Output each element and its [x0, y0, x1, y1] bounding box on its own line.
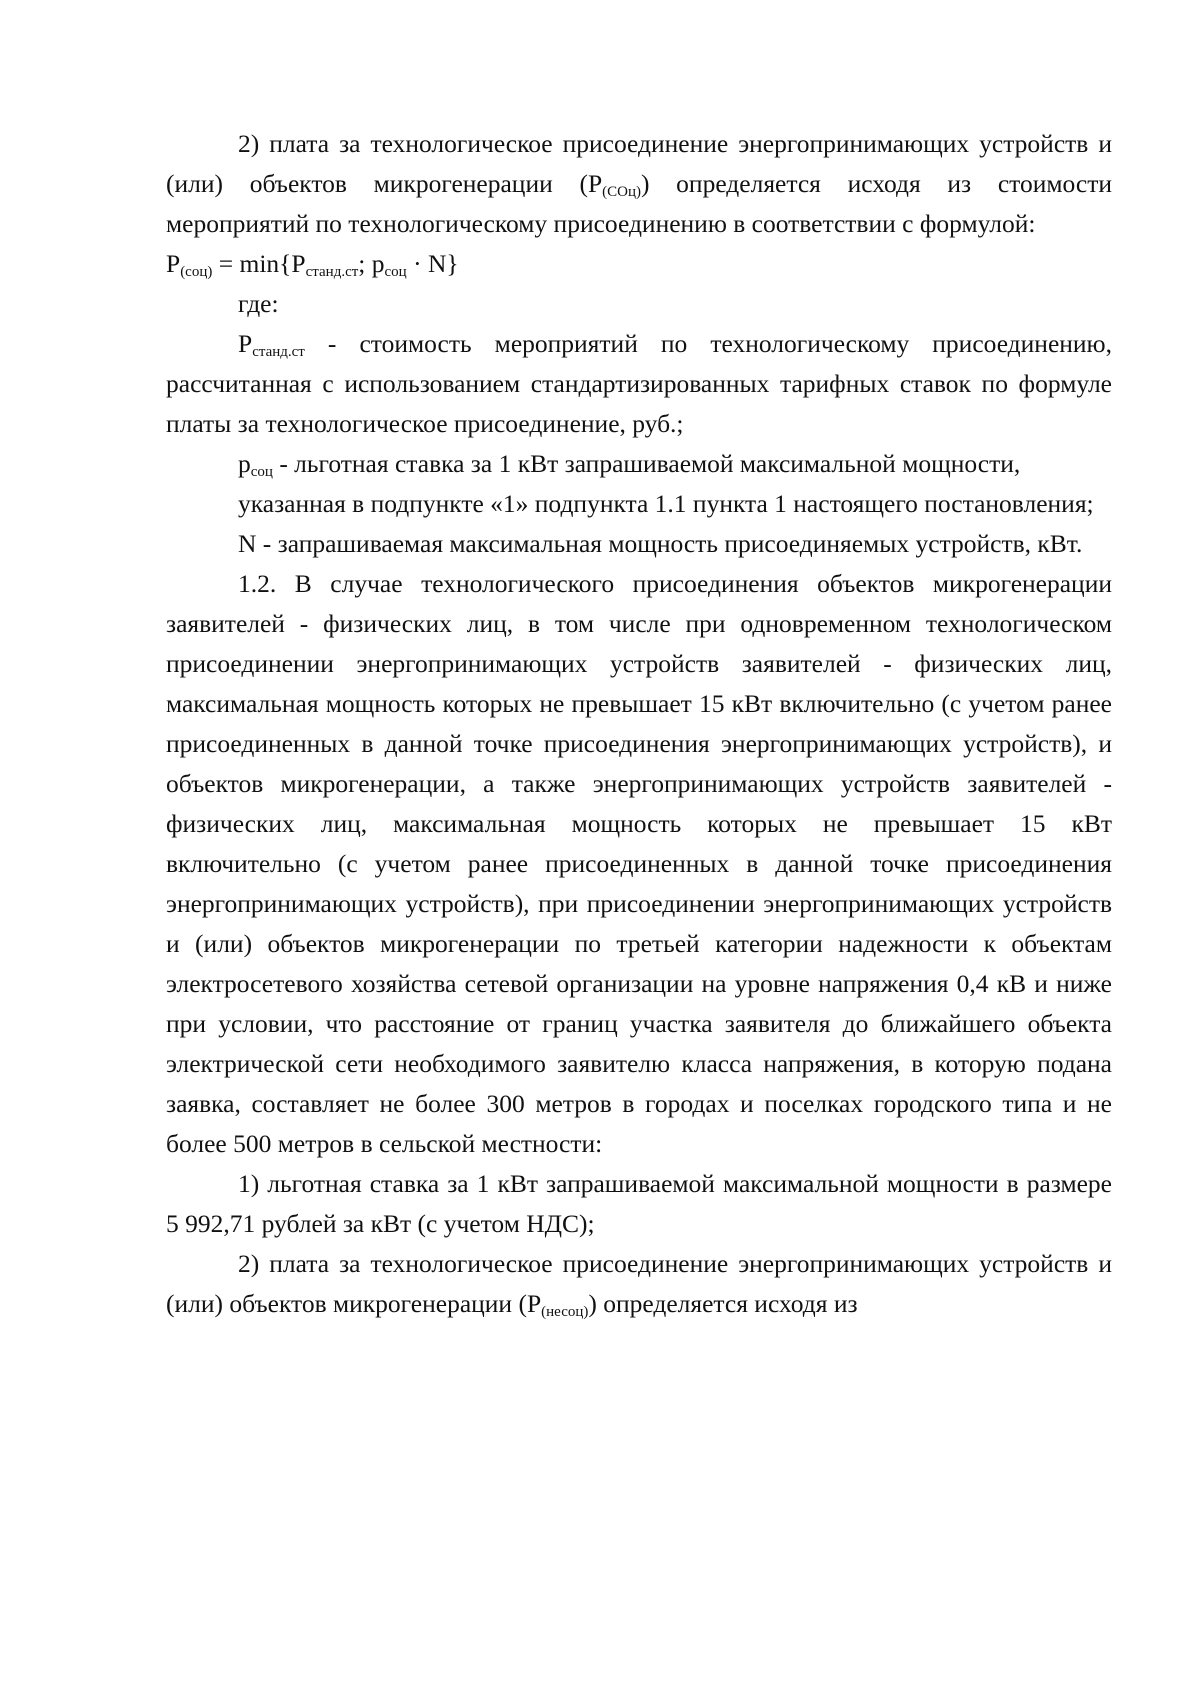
formula-part: · N} — [406, 249, 459, 278]
definition-n: N - запрашиваемая максимальная мощность присоединяемых устройств, кВт. — [238, 529, 1083, 558]
where-label: где: — [238, 289, 279, 318]
subscript: (соц) — [180, 264, 213, 280]
text-fragment: ) определяется исходя из — [588, 1289, 858, 1318]
text-fragment: 2) плата за технологическое присоединение энергопринимающих устройств и (или) объектов микрогенерации (P — [166, 129, 1112, 198]
text-fragment: ) определяется исходя из стоимости мероприятий по технологическому присоединению в соответствии с формулой: — [166, 169, 1112, 238]
document-body — [166, 124, 1112, 1324]
symbol: p — [238, 449, 251, 478]
subscript: станд.ст — [305, 264, 359, 280]
formula — [166, 244, 1112, 284]
item-1: 1) льготная ставка за 1 кВт запрашиваемой максимальной мощности в размере 5 992,71 рублей за кВт (с учетом НДС); — [166, 1169, 1112, 1238]
definition-p-soc — [166, 444, 1112, 484]
text-fragment: 2) плата за технологическое присоединение энергопринимающих устройств и (или) объектов микрогенерации (P — [166, 1249, 1112, 1318]
formula-symbol: P — [166, 249, 181, 278]
text-fragment: - стоимость мероприятий по технологическому присоединению, рассчитанная с использованием стандартизированных тарифных ставок по формуле платы за технологическое присоединение, руб.; — [166, 329, 1112, 438]
item-2 — [166, 1244, 1112, 1324]
subscript: (COц) — [602, 184, 641, 200]
symbol: P — [238, 329, 253, 358]
subscript: станд.ст — [252, 344, 305, 360]
paragraph-fee-soc — [166, 124, 1112, 244]
section-1-2: 1.2. В случае технологического присоединения объектов микрогенерации заявителей - физических лиц, в том числе при одновременном технологическом присоединении энергопринимающих устройств заявителей - физических лиц, максимальная мощность которых не превышает 15 кВт включительно (с учетом ранее присоединенных в данной точке присоединения энергопринимающих устройств), и объектов микрогенерации, а также энергопринимающих устройств заявителей - физических лиц, максимальная мощность которых не превышает 15 кВт включительно (с учетом ранее присоединенных в данной точке присоединения энергопринимающих устройств), при присоединении энергопринимающих устройств и (или) объектов микрогенерации по третьей категории надежности к объектам электросетевого хозяйства сетевой организации на уровне напряжения 0,4 кВ и ниже при условии, что расстояние от границ участка заявителя до ближайшего объекта электрической сети необходимого заявителю класса напряжения, в которую подана заявка, составляет не более 300 метров в городах и поселках городского типа и не более 500 метров в сельской местности: — [166, 569, 1112, 1158]
text-fragment: - льготная ставка за 1 кВт запрашиваемой максимальной мощности, — [272, 449, 1021, 478]
subscript: соц — [250, 464, 273, 480]
definition-p-stand — [166, 324, 1112, 444]
subscript: соц — [384, 264, 407, 280]
subscript: (несоц) — [541, 1304, 589, 1320]
definition-p-soc-cont: указанная в подпункте «1» подпункта 1.1 пункта 1 настоящего постановления; — [238, 489, 1094, 518]
formula-part: = min{P — [212, 249, 306, 278]
formula-part: ; p — [358, 249, 385, 278]
